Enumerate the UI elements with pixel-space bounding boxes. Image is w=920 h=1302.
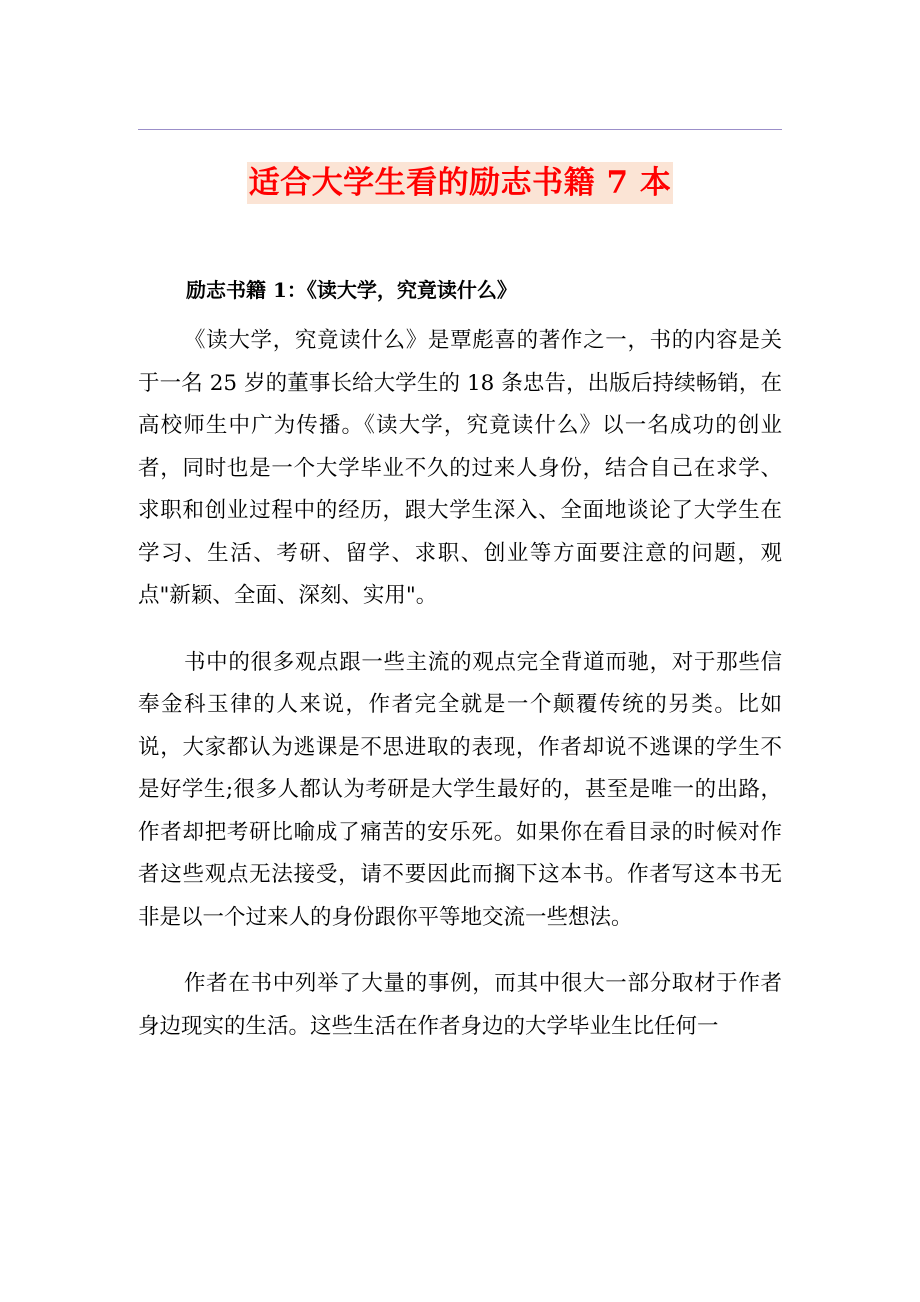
body-paragraph-2: 书中的很多观点跟一些主流的观点完全背道而驰，对于那些信奉金科玉律的人来说，作者完全就是一个颠覆传统的另类。比如说，大家都认为逃课是不思进取的表现，作者却说不逃课的学生不是好学生;很多人都认为考研是大学生最好的，甚至是唯一的出路，作者却把考研比喻成了痛苦的安乐死。如果你在看目录的时候对作者这些观点无法接受，请不要因此而搁下这本书。作者写这本书无非是以一个过来人的身份跟你平等地交流一些想法。: [138, 649, 782, 930]
section-heading: 励志书籍 1：《读大学，究竟读什么》: [186, 278, 517, 302]
header-rule: [138, 129, 782, 130]
title-block: [0, 162, 920, 204]
body-paragraph-3: 作者在书中列举了大量的事例，而其中很大一部分取材于作者身边现实的生活。这些生活在作者身边的大学毕业生比任何一: [138, 971, 782, 1039]
document-body: [138, 270, 782, 1072]
body-paragraph-1: 《读大学，究竟读什么》是覃彪喜的著作之一，书的内容是关于一名 25 岁的董事长给大学生的 18 条忠告，出版后持续畅销，在高校师生中广为传播。《读大学，究竟读什么》以一名成功的创业者，同时也是一个大学毕业不久的过来人身份，结合自己在求学、求职和创业过程中的经历，跟大学生深入、全面地谈论了大学生在学习、生活、考研、留学、求职、创业等方面要注意的问题，观点"新颖、全面、深刻、实用"。: [138, 328, 782, 608]
document-title: 适合大学生看的励志书籍 7 本: [247, 162, 674, 204]
